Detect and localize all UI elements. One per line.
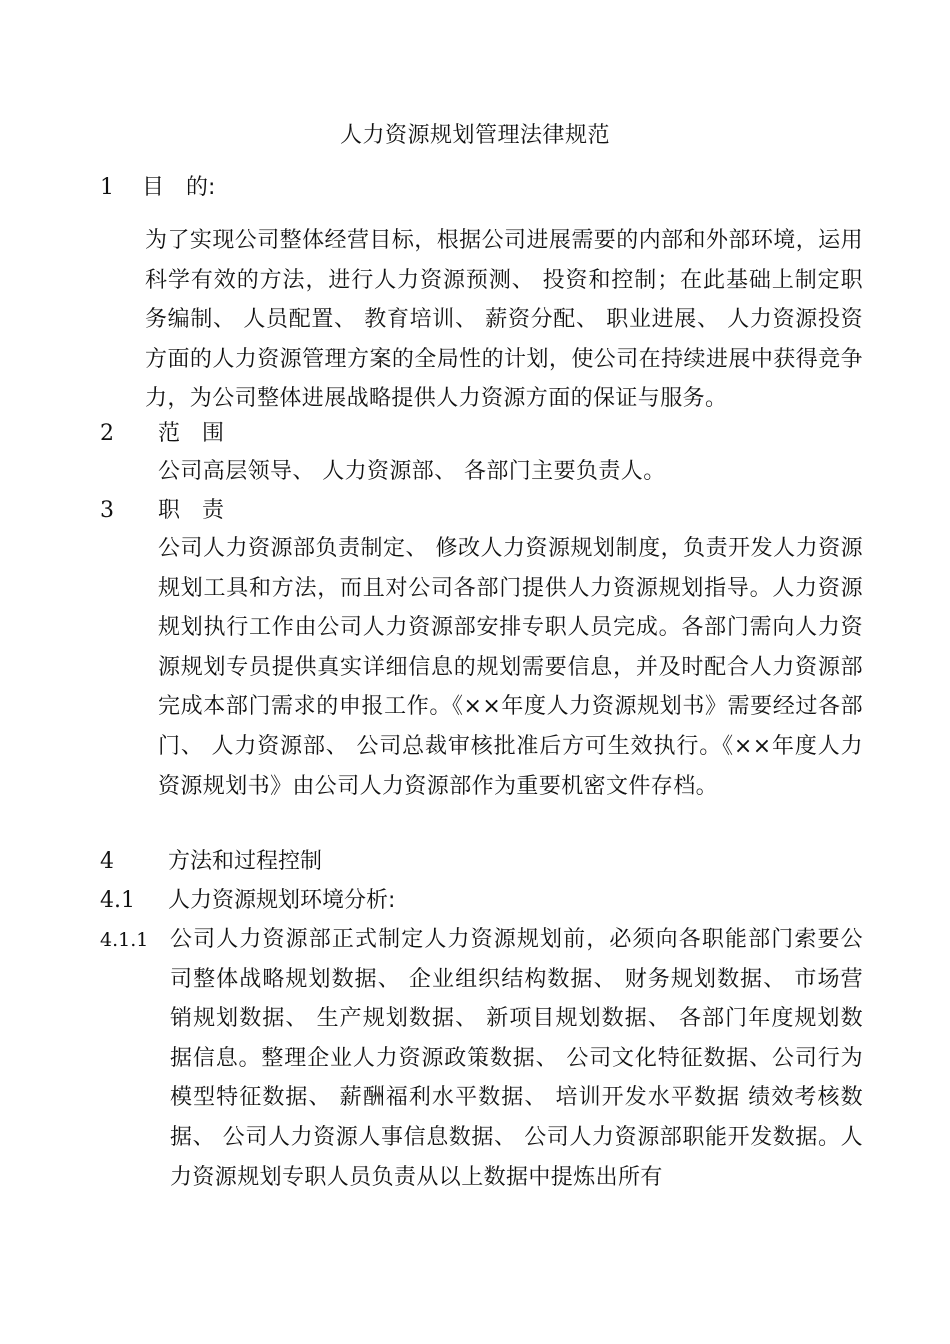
section-4-1-number: 4.1 (100, 888, 135, 913)
section-3-heading (100, 493, 224, 529)
section-1-paragraph: 为了实现公司整体经营目标，根据公司进展需要的内部和外部环境，运用科学有效的方法，进行人力资源预测、 投资和控制；在此基础上制定职务编制、 人员配置、 教育培训、 薪资分配、 职业进展、 人力资源投资方面的人力资源管理方案的全局性的计划，使公司在持续进展中获得竞争力，为公司整体进展战略提供人力资源方面的保证与服务。 (145, 228, 863, 412)
section-1-number: 1 (100, 175, 114, 200)
section-1-heading (100, 170, 215, 206)
section-4-1-1-paragraph: 公司人力资源部正式制定人力资源规划前，必须向各职能部门索要公司整体战略规划数据、 企业组织结构数据、 财务规划数据、 市场营销规划数据、 生产规划数据、 新项目规划数据、 各部门年度规划数据信息。整理企业人力资源政策数据、 公司文化特征数据、公司行为模型特征数据、 薪酬福利水平数据、 培训开发水平数据 绩效考核数据、 公司人力资源人事信息数据、 公司人力资源部职能开发数据。人力资源规划专职人员负责从以上数据中提炼出所有 (170, 927, 863, 1190)
document-title: 人力资源规划管理法律规范 (339, 123, 610, 148)
section-4-1-label: 人力资源规划环境分析: (168, 888, 396, 913)
section-2-paragraph: 公司高层领导、 人力资源部、 各部门主要负责人。 (158, 459, 666, 484)
section-4-1-heading (100, 883, 395, 919)
section-4-number: 4 (100, 849, 114, 874)
section-4-heading (100, 844, 322, 880)
section-3-number: 3 (100, 498, 114, 523)
section-2-heading (100, 416, 224, 452)
section-3-paragraph: 公司人力资源部负责制定、 修改人力资源规划制度，负责开发人力资源规划工具和方法，而且对公司各部门提供人力资源规划指导。人力资源规划执行工作由公司人力资源部安排专职人员完成。各部门需向人力资源规划专员提供真实详细信息的规划需要信息，并及时配合人力资源部完成本部门需求的申报工作。《××年度人力资源规划书》需要经过各部门、 人力资源部、 公司总裁审核批准后方可生效执行。《××年度人力资源规划书》由公司人力资源部作为重要机密文件存档。 (158, 536, 863, 799)
section-2-label: 范 围 (158, 421, 225, 446)
section-1-label: 目 的: (142, 175, 216, 200)
section-4-1-1-number: 4.1.1 (100, 929, 149, 951)
section-3-label: 职 责 (158, 498, 225, 523)
section-2-number: 2 (100, 421, 114, 446)
section-4-label: 方法和过程控制 (168, 849, 323, 874)
